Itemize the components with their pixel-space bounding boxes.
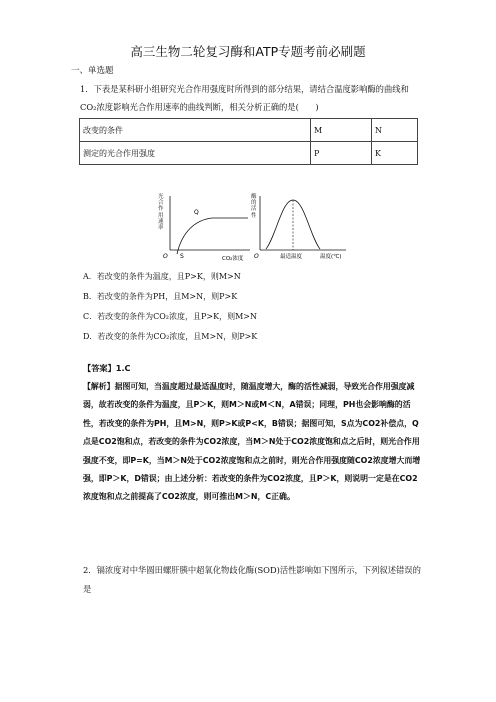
- enzyme-temperature-graph: [248, 192, 353, 264]
- table-row: [80, 142, 418, 165]
- table-cell: N: [372, 119, 418, 142]
- point-s-label: S: [180, 253, 184, 260]
- table-cell: 改变的条件: [80, 119, 311, 142]
- page-title: 高三生物二轮复习酶和ATP专题考前必刷题: [130, 44, 366, 59]
- x-axis-label: CO₂浓度: [222, 256, 244, 262]
- optimum-label: 最适温度: [280, 254, 303, 260]
- question-2-text: 2．镉浓度对中华圆田螺肝胰中超氧化物歧化酶(SOD)活性影响如下图所示，下列叙述错误的是: [83, 565, 421, 594]
- explanation: 【解析】据图可知，当温度超过最适温度时，随温度增大，酶的活性减弱，导致光合作用强度减弱，故若改变的条件为温度，且P＞K，则M＞N或M＜N，A错误；同理，PH也会影响酶的活性，若改变的条件为PH，且M>N，则P>K或P<K，B错误；据图可知，S点为CO2补偿点，Q点是CO2饱和点，若改变的条件为CO2浓度，当M＞N处于CO2浓度饱和点之后时，则光合作用强度不变，即P=K，当M＞N处于CO2浓度饱和点之前时，则光合作用强度随CO2浓度增大而增强，即P＞K，D错误；由上述分析：若改变的条件为CO2浓度，且P＞K，则说明一定是在CO2浓度饱和点之前提高了CO2浓度，则可推出M＞N，C正确。: [83, 382, 421, 502]
- option-d: D．若改变的条件为CO₂浓度，且M>N，则P>K: [83, 332, 258, 341]
- section-heading: 一、单选题: [71, 66, 114, 76]
- question-1-text: 1．下表是某科研小组研究光合作用强度时所得到的部分结果，请结合温度影响酶的曲线和CO₂浓度影响光合作用速率的曲线判断，相关分析正确的是( ): [80, 84, 409, 112]
- table-cell: P: [311, 142, 372, 165]
- left-ylabel: 光合作用速率: [158, 194, 164, 232]
- option-c: C．若改变的条件为CO₂浓度，且P>K，则M>N: [83, 312, 257, 321]
- table-row: [80, 119, 418, 142]
- table-cell: 测定的光合作用强度: [80, 142, 311, 165]
- origin-label: O: [163, 253, 168, 260]
- table-cell: M: [311, 119, 372, 142]
- point-q-label: Q: [194, 209, 199, 216]
- origin-label: O: [254, 253, 259, 260]
- x-axis-label: 温度(℃): [320, 254, 342, 260]
- right-ylabel: 酶的活性: [251, 194, 257, 219]
- answer: 【答案】1.C: [83, 363, 131, 373]
- option-a: A．若改变的条件为温度，且P>K，则M>N: [83, 272, 241, 281]
- option-b: B．若改变的条件为PH，且M>N，则P>K: [83, 292, 238, 301]
- table-cell: K: [372, 142, 418, 165]
- rate-curve: [177, 218, 248, 254]
- conditions-table: [79, 118, 418, 165]
